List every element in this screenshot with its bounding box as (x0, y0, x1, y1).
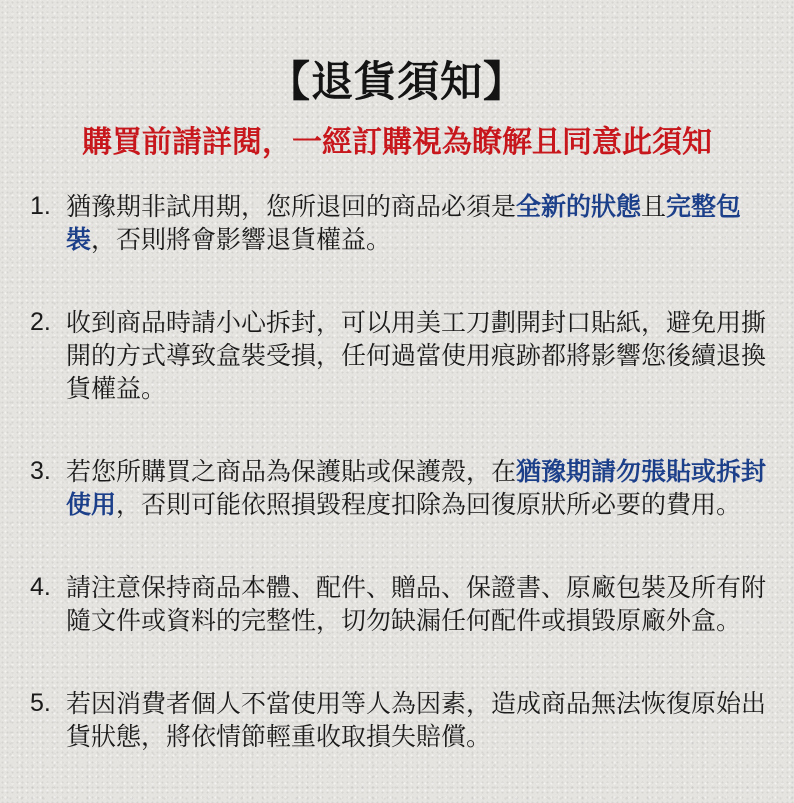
item-text: 若因消費者個人不當使用等人為因素，造成商品無法恢復原始出貨狀態，將依情節輕重收取損失賠償。 (66, 689, 767, 751)
item-text: 收到商品時請小心拆封，可以用美工刀劃開封口貼紙，避免用撕開的方式導致盒裝受損，任何過當使用痕跡都將影響您後續退換貨權益。 (66, 308, 767, 403)
page-title: 【退貨須知】 (267, 57, 526, 106)
item-highlight: 完整包裝 (66, 192, 742, 254)
item-text: 請注意保持商品本體、配件、贈品、保證書、原廠包裝及所有附隨文件或資料的完整性，切勿缺漏任何配件或損毀原廠外盒。 (66, 573, 767, 635)
item-highlight: 全新的狀態 (516, 192, 642, 221)
item-number: 4. (30, 573, 51, 601)
item-number: 1. (30, 192, 51, 220)
item-number: 2. (30, 308, 51, 336)
item-number: 3. (30, 457, 51, 485)
item-text: 猶豫期非試用期，您所退回的商品必須是 (66, 192, 517, 221)
policy-item-2 (30, 306, 770, 405)
item-text: 若您所購買之商品為保護貼或保護殼，在 (66, 457, 517, 486)
policy-item-1 (30, 190, 770, 256)
subtitle-warning: 購買前請詳閱，一經訂購視為瞭解且同意此須知 (82, 125, 712, 160)
policy-item-3 (30, 455, 770, 521)
item-number: 5. (30, 689, 51, 717)
item-text: ，否則將會影響退貨權益。 (91, 225, 392, 254)
item-text: ，否則可能依照損毀程度扣除為回復原狀所必要的費用。 (116, 490, 742, 519)
item-highlight: 猶豫期請勿張貼或拆封使用 (66, 457, 767, 519)
item-text: 且 (641, 192, 667, 221)
return-policy-list (30, 190, 770, 803)
policy-item-4 (30, 571, 770, 637)
policy-item-5 (30, 687, 770, 753)
